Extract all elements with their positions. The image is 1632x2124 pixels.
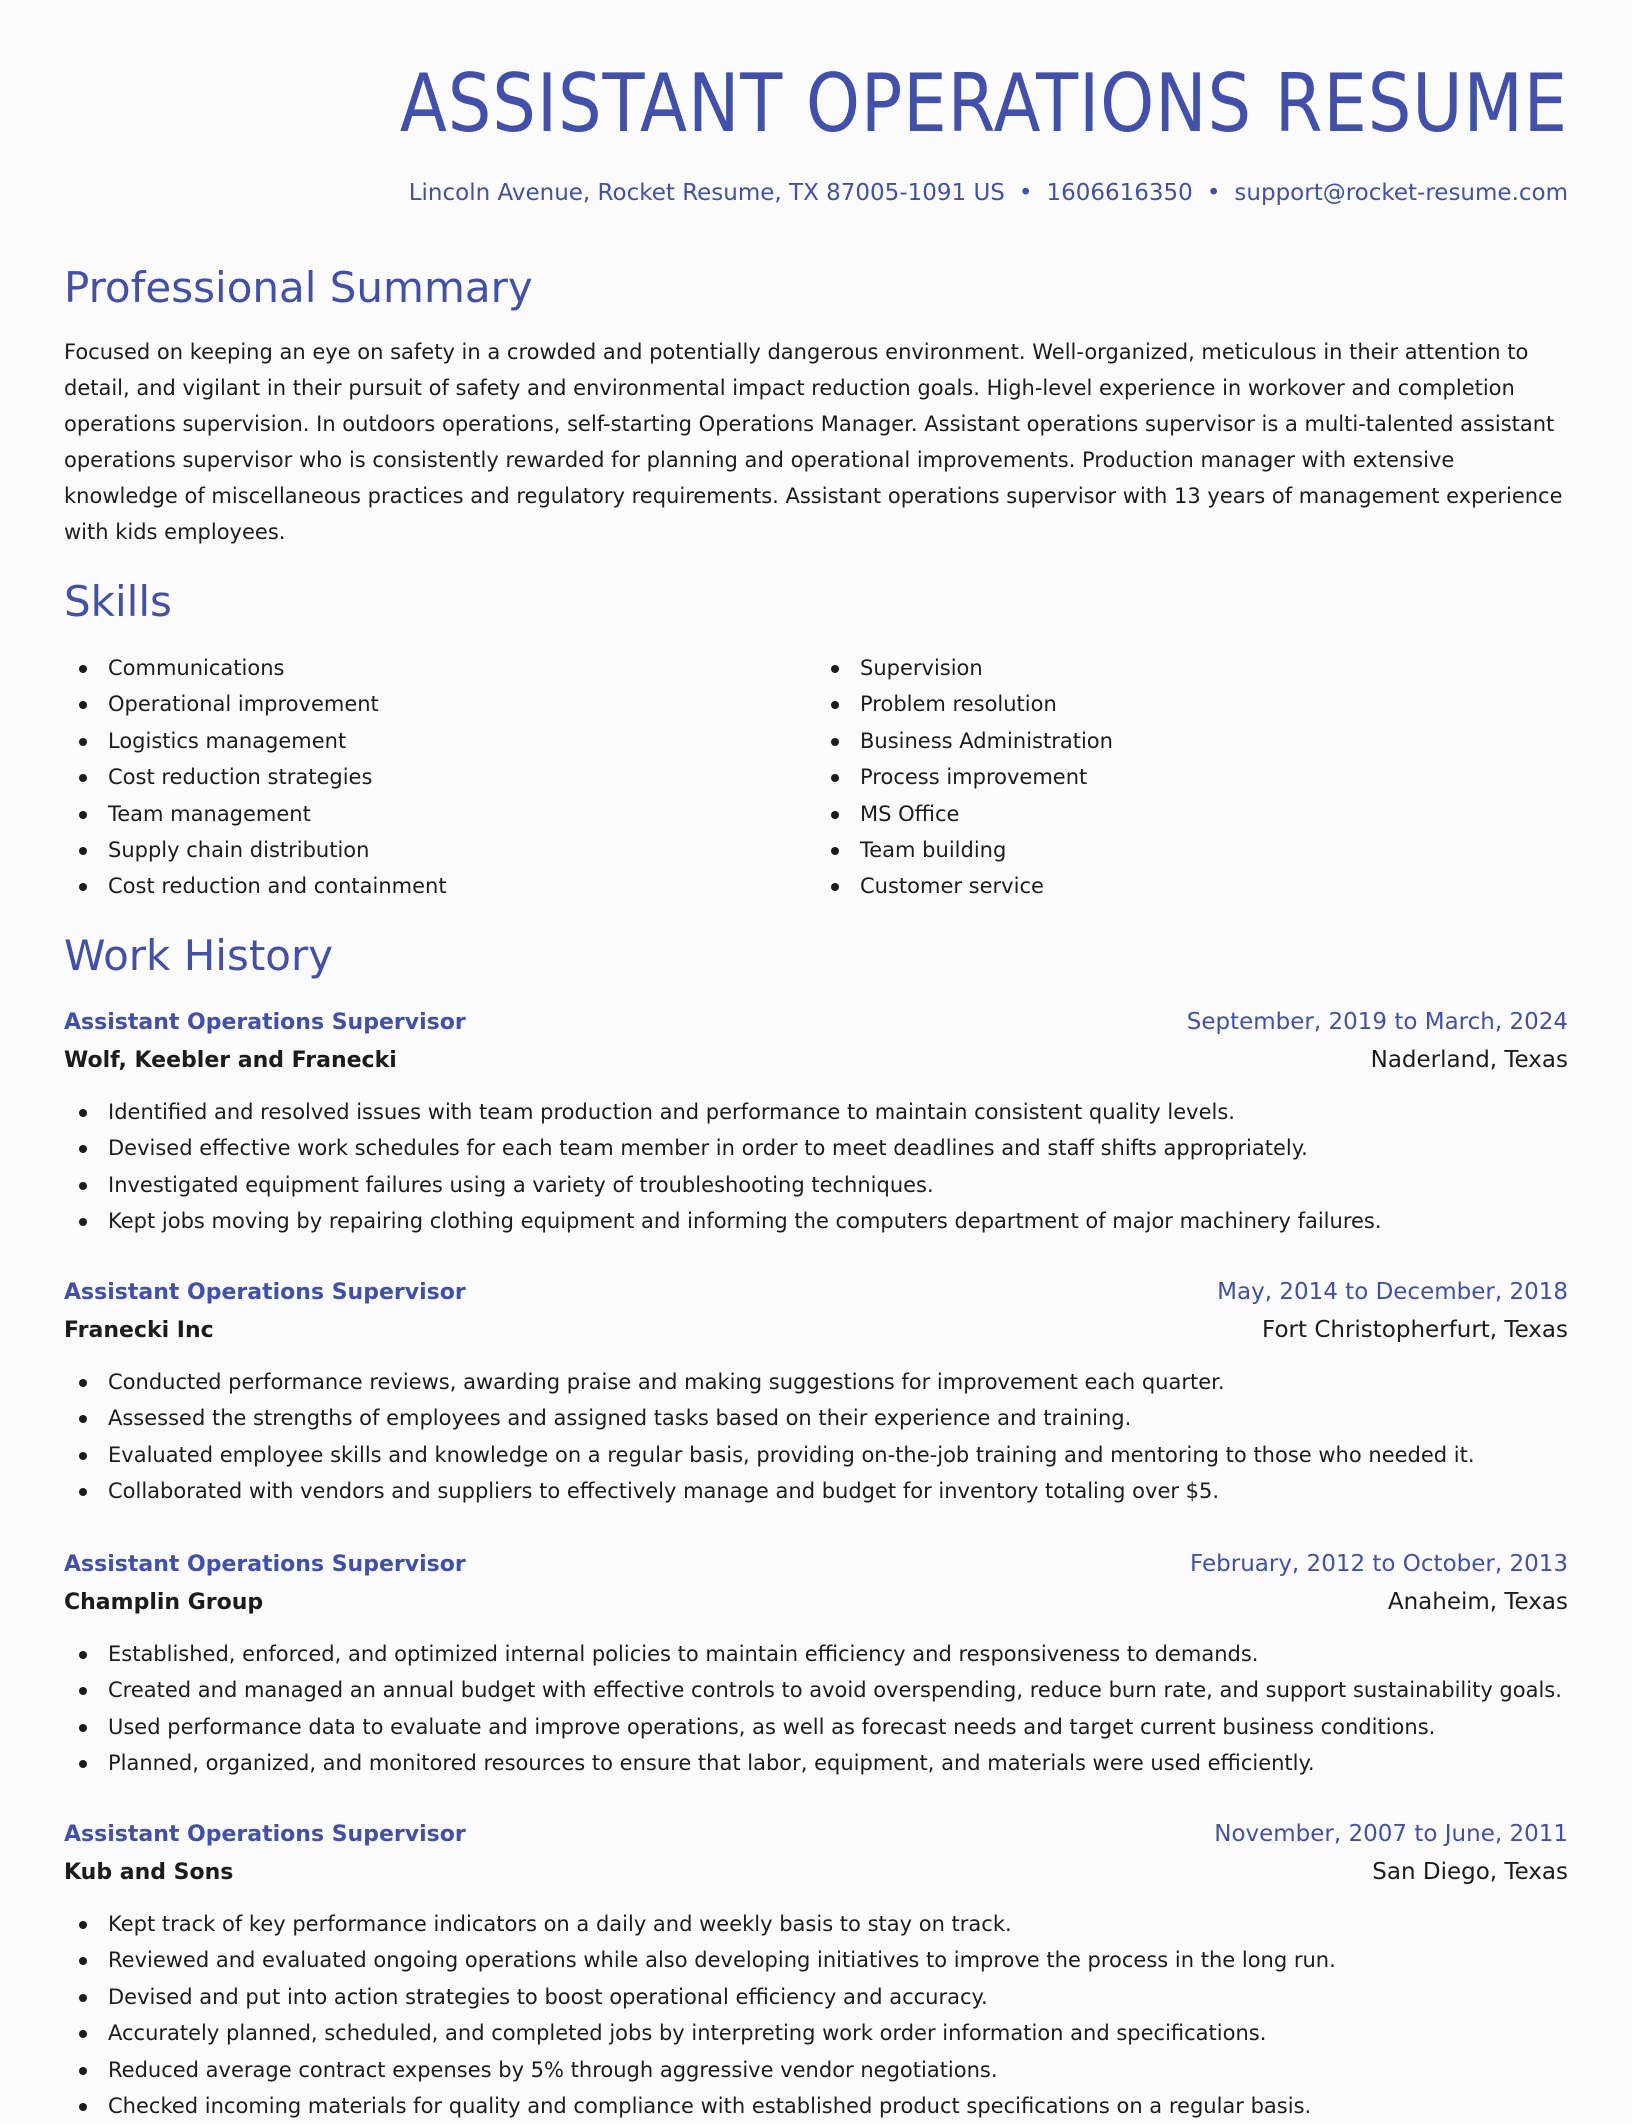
job-bullets xyxy=(64,1094,1568,1240)
contact-phone: 1606616350 xyxy=(1046,180,1193,206)
job-dates: May, 2014 to December, 2018 xyxy=(1217,1279,1568,1305)
job-bullets xyxy=(64,1906,1568,2124)
job-bullet: Kept jobs moving by repairing clothing equipment and informing the computers department of major machinery failures. xyxy=(64,1203,1568,1239)
job-bullet: Kept track of key performance indicators on a daily and weekly basis to stay on track. xyxy=(64,1906,1568,1942)
contact-separator: • xyxy=(1018,180,1033,206)
skill-item: MS Office xyxy=(816,796,1568,832)
job-subheader xyxy=(64,1853,1568,1892)
skill-item: Team management xyxy=(64,796,816,832)
job-company: Kub and Sons xyxy=(64,1860,234,1885)
skill-item: Customer service xyxy=(816,868,1568,904)
skill-item: Team building xyxy=(816,832,1568,868)
job-bullet: Created and managed an annual budget with effective controls to avoid overspending, reduce burn rate, and support sustainability goals. xyxy=(64,1672,1568,1708)
job-header xyxy=(64,1274,1568,1311)
skills-heading: Skills xyxy=(64,577,172,626)
job-bullet: Evaluated employee skills and knowledge on a regular basis, providing on-the-job training and mentoring to those who needed it. xyxy=(64,1437,1568,1473)
job-header xyxy=(64,1816,1568,1853)
job-company: Champlin Group xyxy=(64,1590,264,1615)
job-location: Anaheim, Texas xyxy=(1387,1589,1568,1615)
skill-item: Cost reduction and containment xyxy=(64,868,816,904)
summary-text: Focused on keeping an eye on safety in a crowded and potentially dangerous environment. Well-organized, meticulous in their attention to detail, and vigilant in their pursuit of safety and environmental impact reduction goals. High-level experience in workover and completion operations supervision. In outdoors operations, self-starting Operations Manager. Assistant operations supervisor is a multi-talented assistant operations supervisor who is consistently rewarded for planning and operational improvements. Production manager with extensive knowledge of miscellaneous practices and regulatory requirements. Assistant operations supervisor with 13 years of management experience with kids employees. xyxy=(64,340,1563,544)
job-bullet: Devised effective work schedules for each team member in order to meet deadlines and staff shifts appropriately. xyxy=(64,1130,1568,1166)
job-dates: November, 2007 to June, 2011 xyxy=(1214,1821,1568,1847)
job-bullet: Planned, organized, and monitored resources to ensure that labor, equipment, and materials were used efficiently. xyxy=(64,1745,1568,1781)
contact-address: Lincoln Avenue, Rocket Resume, TX 87005-1091 US xyxy=(408,180,1005,206)
job-bullet: Reviewed and evaluated ongoing operations while also developing initiatives to improve the process in the long run. xyxy=(64,1942,1568,1978)
job-location: San Diego, Texas xyxy=(1372,1859,1568,1885)
skill-item: Operational improvement xyxy=(64,686,816,722)
skill-item: Process improvement xyxy=(816,759,1568,795)
skills-column-right xyxy=(816,650,1568,905)
job-bullet: Assessed the strengths of employees and assigned tasks based on their experience and training. xyxy=(64,1400,1568,1436)
skill-item: Business Administration xyxy=(816,723,1568,759)
job-entry xyxy=(64,1004,1568,1240)
job-bullet: Investigated equipment failures using a variety of troubleshooting techniques. xyxy=(64,1167,1568,1203)
summary-heading: Professional Summary xyxy=(64,263,533,312)
skills-list xyxy=(64,650,1568,905)
job-title: Assistant Operations Supervisor xyxy=(64,1552,466,1577)
job-bullets xyxy=(64,1364,1568,1510)
job-bullet: Conducted performance reviews, awarding praise and making suggestions for improvement each quarter. xyxy=(64,1364,1568,1400)
skill-item: Supervision xyxy=(816,650,1568,686)
job-bullet: Devised and put into action strategies to boost operational efficiency and accuracy. xyxy=(64,1979,1568,2015)
job-bullets xyxy=(64,1636,1568,1782)
job-bullet: Accurately planned, scheduled, and completed jobs by interpreting work order information and specifications. xyxy=(64,2015,1568,2051)
resume-title: ASSISTANT OPERATIONS RESUME xyxy=(399,57,1568,150)
job-dates: February, 2012 to October, 2013 xyxy=(1190,1551,1568,1577)
resume-page xyxy=(64,0,1568,2119)
job-bullet: Established, enforced, and optimized internal policies to maintain efficiency and responsiveness to demands. xyxy=(64,1636,1568,1672)
job-bullet: Used performance data to evaluate and improve operations, as well as forecast needs and target current business conditions. xyxy=(64,1709,1568,1745)
job-subheader xyxy=(64,1311,1568,1350)
job-header xyxy=(64,1546,1568,1583)
job-title: Assistant Operations Supervisor xyxy=(64,1822,466,1847)
job-title: Assistant Operations Supervisor xyxy=(64,1280,466,1305)
skill-item: Logistics management xyxy=(64,723,816,759)
job-entry xyxy=(64,1274,1568,1510)
job-location: Fort Christopherfurt, Texas xyxy=(1262,1317,1568,1343)
contact-separator: • xyxy=(1206,180,1221,206)
job-company: Wolf, Keebler and Franecki xyxy=(64,1048,397,1073)
contact-line xyxy=(409,178,1568,208)
job-header xyxy=(64,1004,1568,1041)
work-history-heading: Work History xyxy=(64,931,334,980)
job-bullet: Collaborated with vendors and suppliers to effectively manage and budget for inventory totaling over $5. xyxy=(64,1473,1568,1509)
job-entry xyxy=(64,1816,1568,2124)
contact-email: support@rocket-resume.com xyxy=(1234,180,1568,206)
skill-item: Communications xyxy=(64,650,816,686)
job-dates: September, 2019 to March, 2024 xyxy=(1186,1009,1568,1035)
skill-item: Cost reduction strategies xyxy=(64,759,816,795)
job-bullet: Reduced average contract expenses by 5% through aggressive vendor negotiations. xyxy=(64,2052,1568,2088)
job-bullet: Checked incoming materials for quality and compliance with established product specifications on a regular basis. xyxy=(64,2088,1568,2124)
skill-item: Supply chain distribution xyxy=(64,832,816,868)
job-location: Naderland, Texas xyxy=(1370,1047,1568,1073)
job-company: Franecki Inc xyxy=(64,1318,214,1343)
skill-item: Problem resolution xyxy=(816,686,1568,722)
job-subheader xyxy=(64,1041,1568,1080)
job-subheader xyxy=(64,1583,1568,1622)
skills-column-left xyxy=(64,650,816,905)
job-entry xyxy=(64,1546,1568,1782)
job-title: Assistant Operations Supervisor xyxy=(64,1010,466,1035)
job-bullet: Identified and resolved issues with team production and performance to maintain consistent quality levels. xyxy=(64,1094,1568,1130)
